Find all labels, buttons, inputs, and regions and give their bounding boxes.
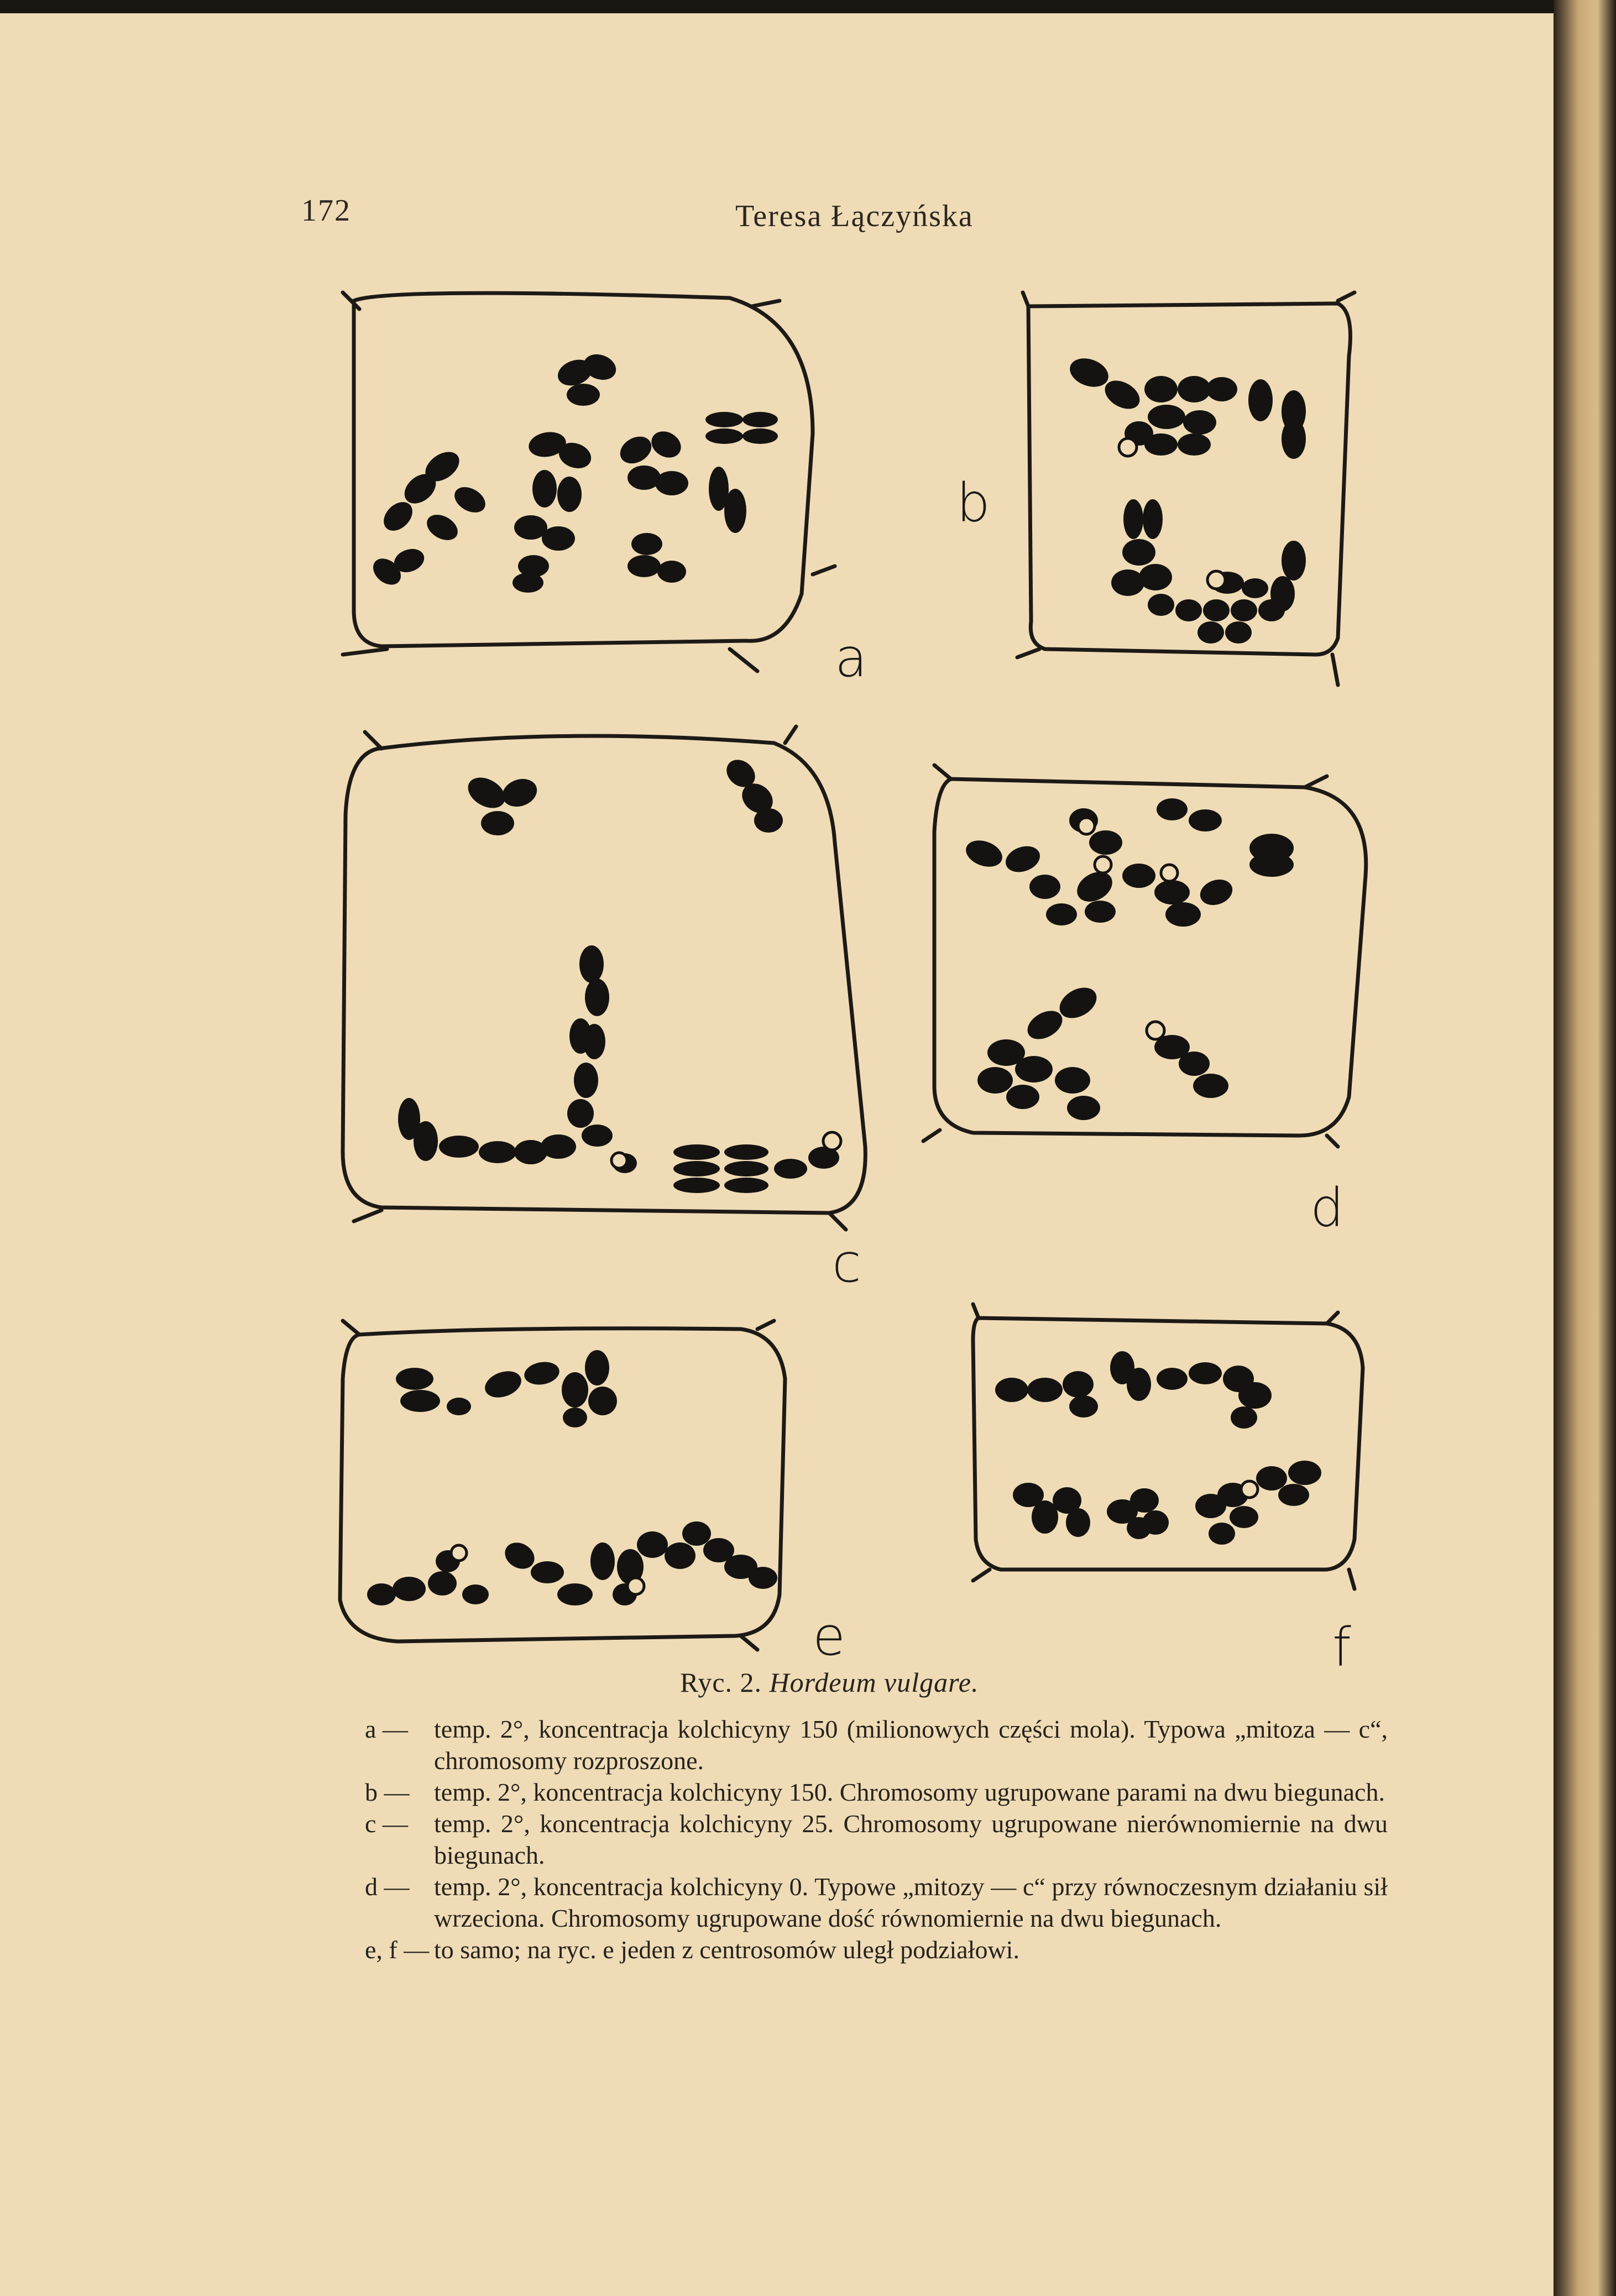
species-name: Hordeum vulgare. (769, 1667, 979, 1698)
book-spine (1554, 0, 1616, 2296)
page-number: 172 (301, 193, 351, 228)
legend-item (365, 1808, 1388, 1871)
cell-wall-f (973, 1318, 1363, 1570)
figure-legend (365, 1713, 1388, 1965)
legend-text: temp. 2°, koncentracja kolchicyny 25. Chromosomy ugrupowane nierównomiernie na dwu biegunach. (434, 1809, 1388, 1869)
legend-item (365, 1776, 1388, 1808)
legend-key: a — (365, 1715, 408, 1743)
figure-number: Ryc. 2. (680, 1667, 762, 1698)
figure-caption (680, 1666, 979, 1698)
legend-text: temp. 2°, koncentracja kolchicyny 0. Typowe „mitozy — c“ przy równoczesnym działaniu sił wrzeciona. Chromosomy ugrupowane dość równomiernie na dwu biegunach. (434, 1873, 1388, 1932)
panel-label-c: c (832, 1232, 861, 1294)
figure-plate (0, 13, 1554, 1672)
legend-item (365, 1934, 1388, 1965)
legend-item (365, 1713, 1388, 1776)
legend-item (365, 1871, 1388, 1934)
legend-text: temp. 2°, koncentracja kolchicyny 150. Chromosomy ugrupowane parami na dwu biegunach. (434, 1778, 1385, 1806)
legend-text: to samo; na ryc. e jeden z centrosomów uległ podziałowi. (434, 1936, 1019, 1964)
chromosomes (367, 350, 1321, 1605)
legend-key: c — (365, 1809, 408, 1838)
running-head-author: Teresa Łączyńska (735, 199, 974, 233)
legend-key: e, f — (365, 1936, 430, 1964)
panel-label-b: b (956, 472, 990, 534)
book-page (0, 13, 1554, 2296)
panel-label-d: d (1310, 1177, 1344, 1239)
legend-key: b — (365, 1778, 410, 1806)
panel-label-a: a (835, 627, 867, 689)
legend-key: d — (365, 1873, 410, 1901)
legend-text: temp. 2°, koncentracja kolchicyny 150 (milionowych części mola). Typowa „mitoza — c“, chromosomy rozproszone. (434, 1715, 1388, 1775)
cell-wall-a (354, 293, 813, 646)
panel-label-e: e (813, 1605, 846, 1667)
panel-label-f: f (1332, 1617, 1351, 1678)
